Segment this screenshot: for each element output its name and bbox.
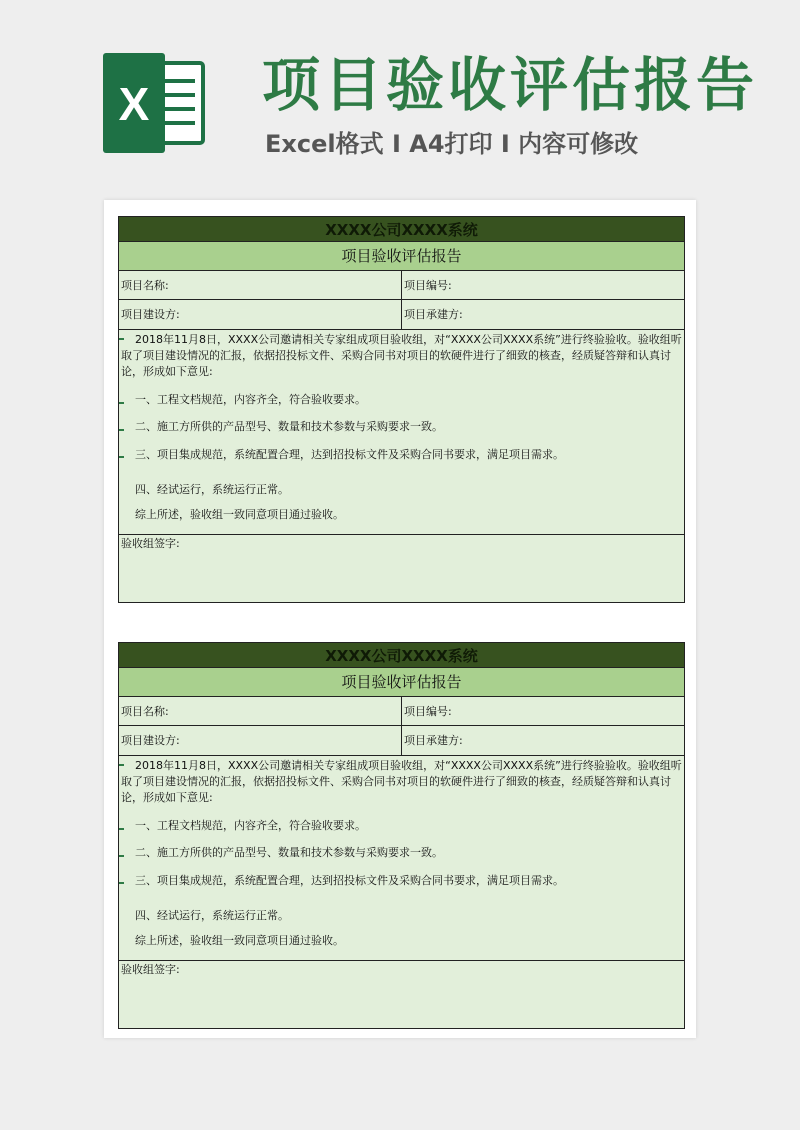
info-row xyxy=(118,270,685,300)
page-subtitle: Excel格式 I A4打印 I 内容可修改 xyxy=(265,130,639,158)
cell-marker-icon xyxy=(119,828,124,830)
cell-marker-icon xyxy=(119,882,124,884)
info-row xyxy=(118,726,685,756)
project-number-field[interactable]: 项目编号: xyxy=(404,705,452,718)
report-title: 项目验收评估报告 xyxy=(118,668,685,696)
cell-marker-icon xyxy=(119,402,124,404)
contractor-field[interactable]: 项目承建方: xyxy=(404,308,463,321)
opinion-item: 三、项目集成规范，系统配置合理，达到招投标文件及采购合同书要求，满足项目需求。 xyxy=(135,448,564,461)
contractor-field[interactable]: 项目承建方: xyxy=(404,734,463,747)
page-title: 项目验收评估报告 xyxy=(262,51,759,119)
report-form xyxy=(118,642,685,1029)
excel-logo-icon xyxy=(103,53,209,153)
report-form xyxy=(118,216,685,603)
opinion-item: 一、工程文档规范，内容齐全，符合验收要求。 xyxy=(135,819,366,832)
opinion-item: 二、施工方所供的产品型号、数量和技术参数与采购要求一致。 xyxy=(135,420,443,433)
logo-letter: X xyxy=(118,78,150,130)
cell-marker-icon xyxy=(119,429,124,431)
intro-paragraph: 2018年11月8日，XXXX公司邀请相关专家组成项目验收组，对“XXXX公司XXXX系统”进行终验验收。验收组听取了项目建设情况的汇报，依据招投标文件、采购合同书对项目的软硬件进行了细致的核查，经质疑答辩和认真讨论，形成如下意见: xyxy=(121,333,682,378)
opinion-item: 二、施工方所供的产品型号、数量和技术参数与采购要求一致。 xyxy=(135,846,443,859)
opinion-item: 四、经试运行，系统运行正常。 xyxy=(135,483,289,496)
page-header xyxy=(0,0,800,190)
project-name-field[interactable]: 项目名称: xyxy=(119,271,402,299)
info-row xyxy=(118,300,685,330)
opinion-item: 一、工程文档规范，内容齐全，符合验收要求。 xyxy=(135,393,366,406)
opinion-item: 三、项目集成规范，系统配置合理，达到招投标文件及采购合同书要求，满足项目需求。 xyxy=(135,874,564,887)
opinion-section[interactable] xyxy=(118,756,685,961)
opinion-section[interactable] xyxy=(118,330,685,535)
project-number-field[interactable]: 项目编号: xyxy=(404,279,452,292)
project-name-field[interactable]: 项目名称: xyxy=(119,697,402,725)
cell-marker-icon xyxy=(119,764,124,766)
intro-paragraph: 2018年11月8日，XXXX公司邀请相关专家组成项目验收组，对“XXXX公司XXXX系统”进行终验验收。验收组听取了项目建设情况的汇报，依据招投标文件、采购合同书对项目的软硬件进行了细致的核查，经质疑答辩和认真讨论，形成如下意见: xyxy=(121,759,682,804)
company-system-heading: XXXX公司XXXX系统 xyxy=(118,642,685,668)
signature-field[interactable]: 验收组签字: xyxy=(118,961,685,1029)
cell-marker-icon xyxy=(119,456,124,458)
signature-field[interactable]: 验收组签字: xyxy=(118,535,685,603)
conclusion-text: 综上所述，验收组一致同意项目通过验收。 xyxy=(135,508,344,521)
report-title: 项目验收评估报告 xyxy=(118,242,685,270)
builder-field[interactable]: 项目建设方: xyxy=(119,726,402,755)
builder-field[interactable]: 项目建设方: xyxy=(119,300,402,329)
info-row xyxy=(118,696,685,726)
company-system-heading: XXXX公司XXXX系统 xyxy=(118,216,685,242)
cell-marker-icon xyxy=(119,855,124,857)
opinion-item: 四、经试运行，系统运行正常。 xyxy=(135,909,289,922)
cell-marker-icon xyxy=(119,338,124,340)
conclusion-text: 综上所述，验收组一致同意项目通过验收。 xyxy=(135,934,344,947)
